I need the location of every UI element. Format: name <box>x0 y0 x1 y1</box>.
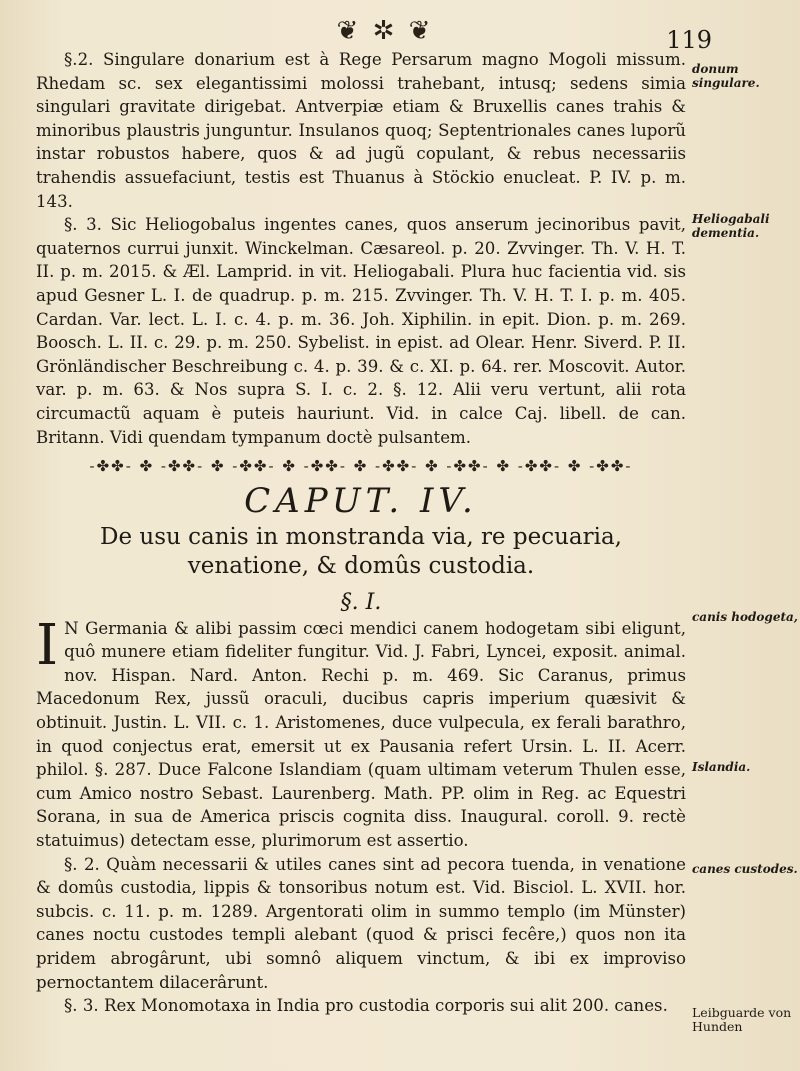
margin-note-donum: donum singulare. <box>692 62 760 90</box>
section-mark: §. I. <box>340 589 382 615</box>
paragraph-chapter-section-1 <box>36 612 686 853</box>
paragraph-chapter-section-2: §. 2. Quàm necessarii & utiles canes sint ad pecora tuenda, in venatione & domûs custodia, lippis & tonsoribus notum est. Vid. Bisciol. L. XVII. hor. subcis. c. 11. p. m. 1289. Argentorati olim in summo templo (im Münster) canes noctu custodes templi alebant (quod & prisci fecêre,) quos non ita pridem abrogârunt, ubi somnô aliquem vinctum, & ibi ex improviso pernoctantem dilacerârunt. <box>36 854 686 992</box>
ornamental-divider: -✤✤- ✤ -✤✤- ✤ -✤✤- ✤ -✤✤- ✤ -✤✤- ✤ -✤✤- ✤ -✤✤- ✤ -✤✤- <box>89 457 633 476</box>
paragraph-section-3: §. 3. Sic Heliogobalus ingentes canes, quos anserum jecinoribus pavit, quaternos currui junxit. Winckelman. Cæsareol. p. 20. Zvvinger. Th. V. H. T. II. p. m. 2015. & Æl. Lamprid. in vit. Heliogabali. Plura huc facientia vid. sis apud Gesner L. I. de quadrup. p. m. 215. Zvvinger. Th. V. H. T. I. p. m. 405. Cardan. Var. lect. L. I. c. 4. p. m. 36. Joh. Xiphilin. in epit. Dion. p. m. 269. Boosch. L. II. c. 29. p. m. 250. Sybelist. in epist. ad Olear. Henr. Siverd. P. II. Grönländischer Beschreibung c. 4. p. 39. & c. XI. p. 64. rer. Moscovit. Autor. var. p. m. 63. & Nos supra S. I. c. 2. §. 12. Alii veru vertunt, alii rota circumactũ aquam è puteis hauriunt. Vid. in calce Caj. libell. de can. Britann. Vidi quendam tympanum doctè pulsantem. <box>36 215 686 447</box>
page-number: 119 <box>666 26 712 54</box>
chapter-heading: CAPUT. IV. <box>244 480 478 521</box>
margin-note-leibguarde: Leibguarde von Hunden <box>692 1005 792 1034</box>
margin-note-islandia: Islandia. <box>692 760 751 774</box>
section-1-text: N Germania & alibi passim cœci mendici canem hodogetam sibi eligunt, quô munere etiam fideliter fungitur. Vid. J. Fabri, Lyncei, exposit. animal. nov. Hispan. Nard. Anton. Rechi p. m. 469. Sic Caranus, primus Macedonum Rex, jussũ oraculi, ducibus capris imperium quæsivit & obtinuit. Justin. L. VII. c. 1. Aristomenes, duce vulpecula, ex ferali barathro, in quod conjectus erat, emersit ut ex Pausania refert Ursin. L. II. Acerr. philol. §. 287. Duce Falcone Islandiam (quam ultimam veterum Thulen esse, cum Amico nostro Sebast. Laurenberg. Math. PP. olim in Reg. ac Equestri Sorana, in sua de America priscis cognita diss. Inaugural. coroll. 9. rectè statuimus) detectam esse, plurimorum est assertio. <box>36 618 686 851</box>
margin-note-hodogeta: canis hodogeta, <box>692 610 798 624</box>
paragraph-chapter-section-3: §. 3. Rex Monomotaxa in India pro custodia corporis sui alit 200. canes. <box>64 996 668 1016</box>
paragraph-section-2: §.2. Singulare donarium est à Rege Persarum magno Mogoli missum. Rhedam sc. sex elegantissimi molossi trahebant, intusq; sedens simia singulari gravitate dirigebat. Antverpiæ etiam & Bruxellis canes trahis & minoribus plaustris junguntur. Insulanos quoq; Septentrionales canes luporũ instar robustos habere, quos & ad jugũ copulant, & rebus necessariis trahendis assuefaciunt, testis est Thuanus à Stöckio enucleat. P. IV. p. m. 143. <box>36 50 686 211</box>
drop-cap: I <box>36 612 59 678</box>
chapter-title: De usu canis in monstranda via, re pecuaria, venatione, & domûs custodia. <box>100 523 622 579</box>
header-ornament: ❦ ✲ ❦ <box>336 16 434 46</box>
margin-note-custodes: canes custodes. <box>692 862 798 876</box>
main-text-column <box>36 48 686 1018</box>
margin-note-heliogabali: Heliogabali dementia. <box>692 212 770 240</box>
